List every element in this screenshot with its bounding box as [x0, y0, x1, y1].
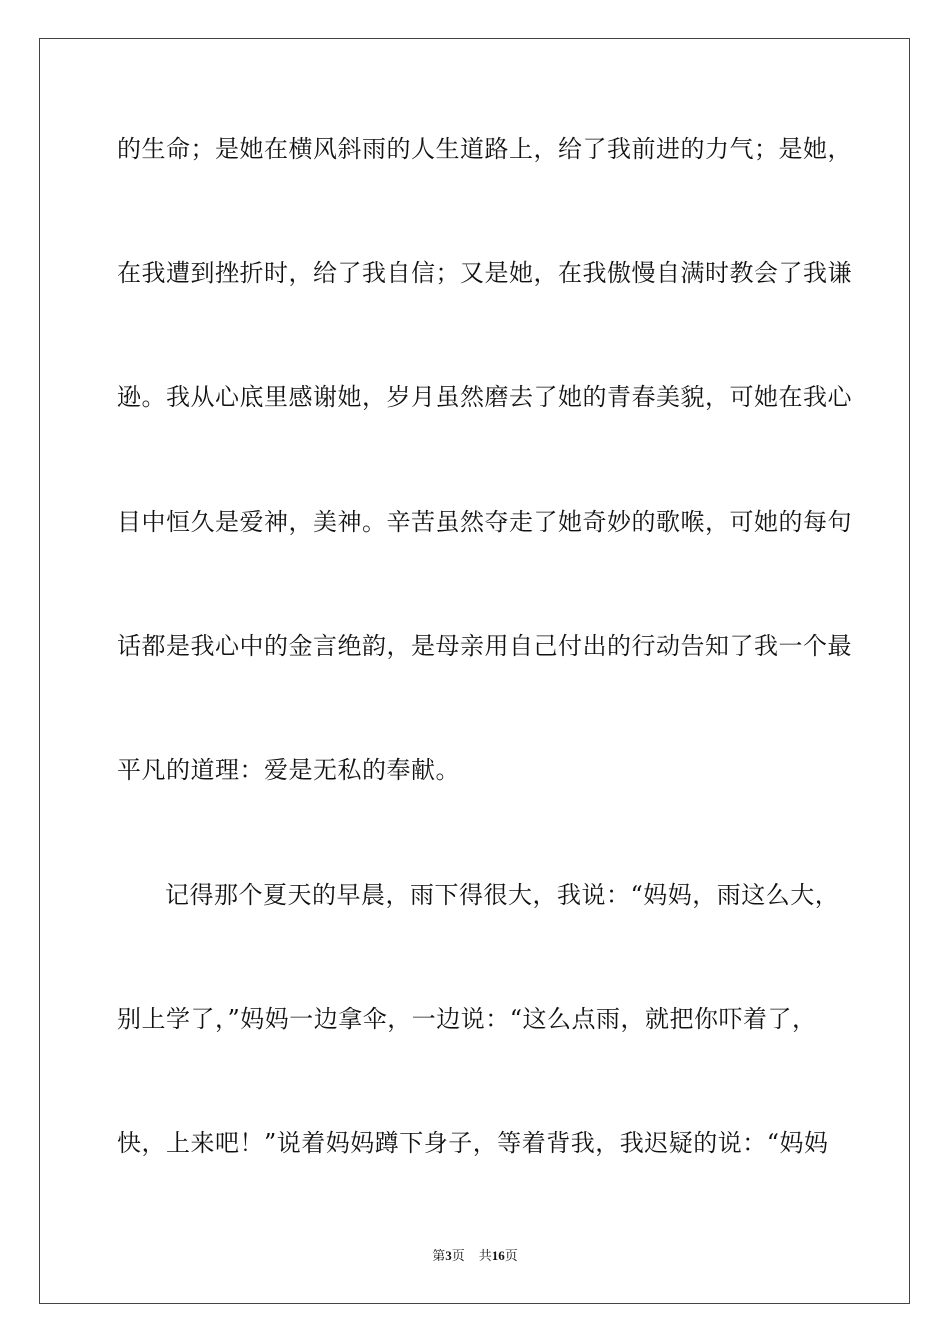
paragraph-line: 话都是我心中的金言绝韵，是母亲用自己付出的行动告知了我一个最: [117, 632, 852, 660]
page-label-suffix: 页: [451, 1248, 465, 1263]
paragraph-line: 别上学了，”妈妈一边拿伞，一边说：“这么点雨，就把你吓着了，: [117, 1005, 817, 1033]
page-label-prefix: 第: [432, 1248, 446, 1263]
paragraph-line: 的生命；是她在横风斜雨的人生道路上，给了我前进的力气；是她，: [117, 135, 852, 163]
paragraph-line: 快，上来吧！”说着妈妈蹲下身子，等着背我，我迟疑的说：“妈妈: [117, 1129, 829, 1157]
paragraph-line: 目中恒久是爱神，美神。辛苦虽然夺走了她奇妙的歌喉，可她的每句: [117, 508, 852, 536]
page-border: [39, 38, 910, 1304]
page-number: 3: [445, 1248, 452, 1263]
paragraph-line: 在我遭到挫折时，给了我自信；又是她，在我傲慢自满时教会了我谦: [117, 259, 852, 287]
total-label-suffix: 页: [504, 1248, 518, 1263]
total-pages: 16: [491, 1248, 505, 1263]
total-label-prefix: 共: [478, 1248, 492, 1263]
paragraph-line: 平凡的道理：爱是无私的奉献。: [117, 756, 460, 784]
page-footer: [0, 1247, 950, 1265]
paragraph-line: 记得那个夏天的早晨，雨下得很大，我说：“妈妈，雨这么大，: [165, 881, 840, 909]
paragraph-line: 逊。我从心底里感谢她，岁月虽然磨去了她的青春美貌，可她在我心: [117, 383, 852, 411]
